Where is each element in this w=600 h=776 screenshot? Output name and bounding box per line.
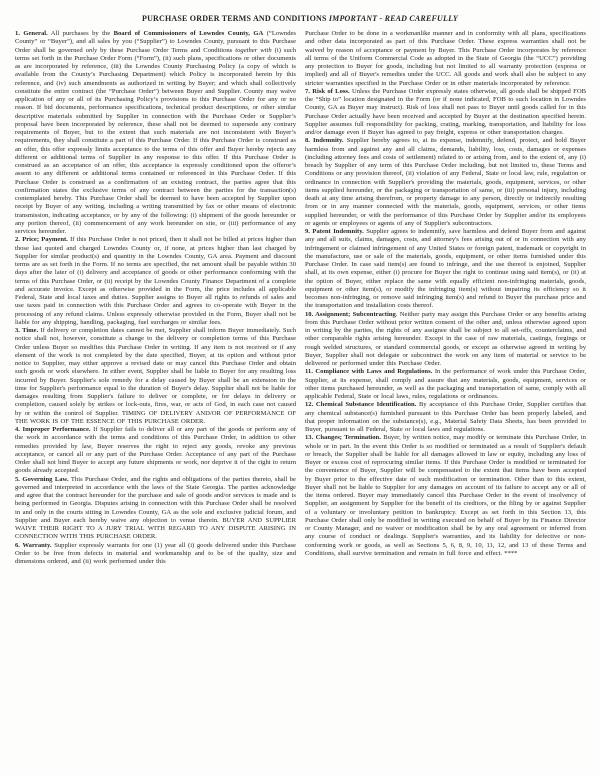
paragraph: 1. General. All purchases by the Board of Commissioners of Lowndes County, GA (“Lowndes County” or “Buyer”), and all sales by you (“Supplier”) to Lowndes County, pursuant to this Purchase Order shall be governed only by these Purchase Order Terms and Conditions together with (i) such terms set forth in the Purchase Order Form (“Form”), (ii) such plans, specifications or other documents as are incorporated by reference, (iii) the Lowndes County Purchasing Policy (a copy of which is available from the County’s Purchasing Department) which Policy is incorporated herein by this reference, and (iv) such amendments as authorized in writing by Buyer; and which shall collectively constitute the entire contract (the “Purchase Order”) between Buyer and Supplier. County may waive application of any or all of its Purchasing Policy’s provisions to this Purchase Order for any or no reason. If bid documents, performance specifications, technical product descriptions, or other similar descriptive materials submitted by Supplier in connection with the Purchase Order or Supplier’s proposal have been incorporated by reference, these shall not be deemed to supersede any contrary requirements of Buyer, but to the extent that such materials are not inconsistent with Buyer’s requirements, they shall constitute a part of this Purchase Order. If this Purchase Order is construed as an offer, this offer expressly limits acceptance to the terms of this offer and Buyer hereby rejects any different or additional terms of Supplier in any response to this offer. If this Purchase Order is construed as an acceptance of an offer, this acceptance is expressly conditioned upon the offeror’s assent to any different or additional terms contained or referenced in this Purchase Order. If this Purchase Order is construed as a confirmation of an existing contract, the parties agree that this confirmation states the exclusive terms of any contract between the parties for the transaction(s) contemplated hereby. This Purchase Order shall be deemed to have been accepted by Supplier upon receipt by Buyer of any writing, including a writing transmitted by fax or other means of electronic transmission, indicating acceptance, or by any of the following: (i) shipment of the goods hereunder or any portion thereof, (ii) commencement of any work hereunder on site, or (iii) performance of any services hereunder.	[15, 30, 297, 235]
page-title-main: PURCHASE ORDER TERMS AND CONDITIONS	[141, 14, 329, 23]
page-title	[15, 14, 585, 23]
two-column-body	[15, 30, 585, 566]
paragraph: 10. Assignment; Subcontracting. Neither party may assign this Purchase Order or any benefits arising from this Purchase Order without prior written consent of the other and, unless otherwise agreed upon in writing by the parties, the rights of any assignee shall be subject to all set-offs, counterclaims, and other comparable rights arising hereunder. Except in the case of raw materials, castings, forgings or rough welded structures, or standard commercial goods, or except as otherwise agreed in writing by Buyer, Supplier shall not delegate or subcontract the work on any item of material or service to be delivered or performed under this Purchase Order.	[305, 310, 586, 367]
column-right	[305, 30, 586, 566]
paragraph: 2. Price; Payment. If this Purchase Order is not priced, then it shall not be billed at prices higher than those last quoted and charged Lowndes County or, if none, at prices higher than last charged by Supplier for similar product(s) and quantity in the Lowndes County, GA area. Payment and discount terms are as set forth in the Form. If no terms are specified, the net amount shall be payable within 30 days after the later of (i) delivery and acceptance of goods or other performance conforming with the terms of this Purchase Order, or (ii) receipt by the Lowndes County Finance Department of a complete and accurate invoice. Except as otherwise provided in the Form, the price includes all applicable Federal, State and local taxes and duties. Supplier assigns to Buyer all rights to refunds of sales and use taxes paid in connection with this Purchase Order and agrees to co-operate with Buyer in the processing of any refund claims. Unless expressly otherwise provided in the Form, Buyer shall not be liable for any shipping, handling, packaging, fuel surcharges or similar fees.	[15, 236, 296, 326]
paragraph: 6. Warranty. Supplier expressly warrants for one (1) year all (i) goods delivered under this Purchase Order to be free from defects in material and workmanship and to be of the quality, size and dimensions ordered, and (ii) work performed under this	[15, 541, 296, 565]
page-title-emphasis: IMPORTANT - READ CAREFULLY	[328, 14, 458, 23]
paragraph: Purchase Order to be done in a workmanlike manner and in conformity with all plans, specifications and other data incorporated as part of this Purchase Order. These express warranties shall not be waived by reason of acceptance or payment by Buyer. This Purchase Order incorporates by reference all terms of the Uniform Commercial Code as adopted in the State of Georgia (the “UCC”) providing any protection to Buyer for goods, including but not limited to all warranty protection (express or implied) and all of Buyer's remedies under the UCC. All goods and work shall also be subject to any stricter warranties specified in the Purchase Order or in other materials incorporated by reference.	[305, 30, 586, 87]
paragraph: 8. Indemnity. Supplier hereby agrees to, at its expense, indemnify, defend, protect, and hold Buyer harmless from and against any and all claims, demands, liability, loss, costs, damages or expenses (including attorney fees and costs of settlement) related to or arising from, and to the extent of, any (i) breach by Supplier of any term of this Purchase Order including, but not limited to, these Terms and Conditions or any provision thereof, (ii) violation of any Federal, State or local law, rule, regulation or ordinance in connection with Supplier's providing the materials, goods, equipment, services, or other items supplied hereunder, or the packaging or transportation of same, or (iii) personal injury, including death at any time arising therefrom, or property damage to any person, directly or indirectly resulting from or in any manner connected with the materials, goods, equipment, services, or other items supplied hereunder, or with the performance of this Purchase Order by Supplier and/or its employees or agents or employees or agents of any of Supplier's subcontractors.	[305, 137, 586, 227]
paragraph: 13. Changes; Termination. Buyer, by written notice, may modify or terminate this Purchase Order, in whole or in part. In the event this Order is so modified or terminated as a result of Supplier's default or breach, the Supplier shall be liable for all damages allowed in law or equity, including any loss of Buyer or excess cost of reprocuring similar items. If this Purchase Order is modified or terminated for the convenience of Buyer, Supplier will be compensated to the extent that items have been accepted by Buyer prior to the effective date of such modification or termination. Other than to this extent, Buyer shall not be liable to Supplier for any damages on account of its failure to accept any or all of the items ordered. Buyer may immediately cancel this Purchase Order in the event of insolvency of Supplier, an assignment by Supplier for the benefit of its creditors, or the filing by or against Supplier of a voluntary or involuntary petition in bankruptcy. Except as set forth in this Section 13, this Purchase Order shall only be modified in writing executed on behalf of Buyer by its Finance Director or County Manager, and no waiver or modification shall be by any oral agreement or inferred from any course of conduct or dealings. Supplier's warranties, and its liability for defective or non-conforming work or goods, as well as Sections 5, 6, 8, 9, 10, 11, 12, and 13 of these Terms and Conditions, shall survive termination and remain in full force and effect. ****	[305, 434, 586, 557]
paragraph: 11. Compliance with Laws and Regulations. In the performance of work under this Purchase Order, Supplier, at its expense, shall comply and assure that any materials, goods, equipment, services or other items purchased hereunder, as well as the packaging and transportation of same, comply with all applicable Federal, State or local laws, rules, regulations or ordinances.	[305, 368, 587, 400]
paragraph: 5. Governing Law. This Purchase Order, and the rights and obligations of the parties thereto, shall be governed and interpreted in accordance with the laws of the State Georgia. The parties acknowledge and agree that the contract hereunder for the purchase and sale of goods and/or services is made and is being performed in Georgia. Disputes arising in connection with this Purchase Order shall be resolved in and only in the courts sitting in Lowndes County, GA as the sole and exclusive judicial forum, and Supplier and Buyer each hereby waive any objection to venue therein. BUYER AND SUPPLIER WAIVE THEIR RIGHT TO A JURY TRIAL WITH REGARD TO ANY DISPUTE ARISING IN CONNECTION WITH THIS PURCHASE ORDER.	[15, 475, 296, 541]
column-left	[15, 30, 296, 566]
paragraph: 9. Patent Indemnity. Supplier agrees to indemnify, save harmless and defend Buyer from and against any and all suits, claims, damages, costs, and attorney's fees arising out of or in connection with any infringement or claimed infringement of any United States or foreign patent, trademark or copyright in the manufacture, use or sale of the materials, goods, equipment, or other items furnished under this Purchase Order. In case said item(s) are found to infringe, and the use thereof is enjoined, Supplier shall, at its own expense, either (i) procure for Buyer the right to continue using said item(s), or (ii) at the option of Buyer, either replace the same with equally efficient non-infringing materials, goods, equipment or other item(s), or modify the infringing item(s) without impairing its efficiency so it becomes non-infringing, or remove said infringing item(s) and refund to Buyer the purchase price and the transportation and installation costs thereof.	[305, 228, 586, 310]
paragraph: 3. Time. If delivery or completion dates cannot be met, Supplier shall inform Buyer immediately. Such notice shall not, however, constitute a change to the delivery or completion terms of this Purchase Order unless Buyer so modifies this Purchase Order in writing. If any item is not received or if any element of the work is not completed by the date specified, Buyer, at its option and without prior notice to Supplier, may either approve a revised date or may cancel this Purchase Order and obtain such goods or work elsewhere. In either event, Supplier shall be liable to Buyer for any resulting loss incurred by Buyer. Supplier's sole remedy for a delay caused by Buyer shall be an extension in the time for Supplier's performance equal to the duration of Buyer's delay. Supplier shall not be liable for damages resulting from Supplier's failure to deliver or complete, or for delays in delivery or completion, caused solely by strikes or lock-outs, fires, war, or acts of God, in each case not caused by or within the control of Supplier. TIMING OF DELIVERY AND/OR OF PERFORMANCE OF THE WORK IS OF THE ESSENCE OF THIS PURCHASE ORDER.	[15, 327, 297, 425]
paragraph: 4. Improper Performance. If Supplier fails to deliver all or any part of the goods or perform any of the work in accordance with the terms and conditions of this Purchase Order, in addition to other remedies provided by law, Buyer reserves the right to reject any goods, revoke any previous acceptance, or cancel all or any part of the Purchase Order. Acceptance of any part of the Purchase Order shall not bind Buyer to accept any future shipments or work, nor deprive it of the right to return goods already accepted.	[15, 426, 296, 475]
paragraph: 12. Chemical Substance Identification. By acceptance of this Purchase Order, Supplier certifies that any chemical substance(s) furnished pursuant to this Purchase Order has been properly labeled, and that proper information on the substance(s), e.g., Material Safety Data Sheets, has been provided to Buyer, pursuant to all Federal, State or local laws and regulations.	[305, 401, 586, 433]
paragraph: 7. Risk of Loss. Unless the Purchase Order expressly states otherwise, all goods shall be shipped FOB the “Ship to” location designated in the Form (or if none indicated, FOB to such location in Lowndes County, GA as Buyer may instruct). Risk of loss shall not pass to Buyer until goods called for in this Purchase Order actually have been received and accepted by Buyer at the destination specified herein. Supplier assumes full responsibility for packing, crating, marking, transportation, and liability for loss and/or damage even if Buyer has agreed to pay freight, express or other transportation charges.	[305, 87, 586, 136]
